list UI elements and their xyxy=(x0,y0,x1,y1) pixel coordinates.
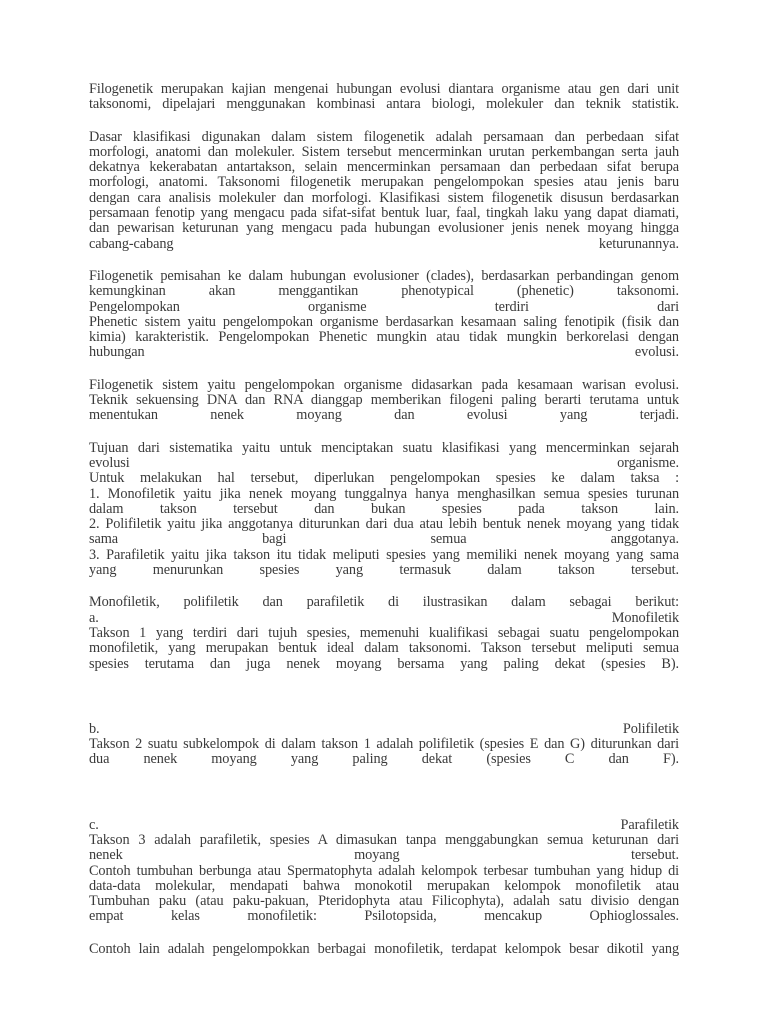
paragraph-filogenetik-sistem xyxy=(89,378,679,424)
text-line: data-data molekular, mendapati bahwa monokotil merupakan kelompok monofiletik atau xyxy=(89,877,679,894)
text-line: menentukan nenek moyang dan evolusi yang terjadi. xyxy=(89,407,679,424)
text-line: monofiletik, yang merupakan bentuk ideal dalam taksonomi. Takson tersebut meliputi semua xyxy=(89,640,679,657)
text-line: Dasar klasifikasi digunakan dalam sistem filogenetik adalah persamaan dan perbedaan sifat xyxy=(89,128,679,145)
text-line: 1. Monofiletik yaitu jika nenek moyang tunggalnya hanya menghasilkan semua spesies turunan xyxy=(89,485,679,502)
text-line: 2. Polifiletik yaitu jika anggotanya diturunkan dari dua atau lebih bentuk nenek moyang yang tidak xyxy=(89,516,679,533)
text-line: Untuk melakukan hal tersebut, diperlukan pengelompokan spesies ke dalam taksa : xyxy=(89,470,679,487)
text-line: Filogenetik sistem yaitu pengelompokan organisme didasarkan pada kesamaan warisan evolusi. xyxy=(89,376,679,393)
text-line: spesies terutama dan juga nenek moyang bersama yang paling dekat (spesies B). xyxy=(89,655,679,672)
text-line: Contoh tumbuhan berbunga atau Spermatophyta adalah kelompok terbesar tumbuhan yang hidup di xyxy=(89,862,679,879)
text-line: sama bagi semua anggotanya. xyxy=(89,531,679,548)
paragraph-contoh-lain xyxy=(89,942,679,957)
spacer xyxy=(89,785,679,818)
paragraph-parafiletik xyxy=(89,818,679,925)
text-line: kemungkinan akan menggantikan phenotypical (phenetic) taksonomi. xyxy=(89,283,679,300)
text-line: Phenetic sistem yaitu pengelompokan organisme berdasarkan kesamaan saling fenotipik (fisik dan xyxy=(89,313,679,330)
paragraph-tujuan-sistematika xyxy=(89,441,679,579)
text-line: Tumbuhan paku (atau paku-pakuan, Pteridophyta atau Filicophyta), adalah satu divisio dengan xyxy=(89,893,679,910)
paragraph-monofiletik xyxy=(89,595,679,671)
paragraph-dasar-klasifikasi xyxy=(89,130,679,252)
text-line: taksonomi, dipelajari menggunakan kombinasi antara biologi, molekuler dan teknik statistik. xyxy=(89,96,679,113)
text-line: dalam takson tersebut dan bukan spesies pada takson lain. xyxy=(89,500,679,517)
text-line: morfologi, anatomi. Taksonomi filogenetik merupakan pengelompokan spesies atau jenis baru xyxy=(89,174,679,191)
text-line: Tujuan dari sistematika yaitu untuk menciptakan suatu klasifikasi yang mencerminkan sejarah xyxy=(89,439,679,456)
text-line: Contoh lain adalah pengelompokkan berbagai monofiletik, terdapat kelompok besar dikotil yang xyxy=(89,940,679,957)
text-line: Takson 3 adalah parafiletik, spesies A dimasukan tanpa menggabungkan semua keturunan dari xyxy=(89,831,679,848)
text-line: dan pewarisan keturunan yang mengacu pada hubungan evolusioner jenis nenek moyang hingga xyxy=(89,220,679,237)
text-line: dua nenek moyang yang paling dekat (spesies C dan F). xyxy=(89,751,679,768)
text-line: Teknik sekuensing DNA dan RNA dianggap memberikan filogeni paling berarti terutama untuk xyxy=(89,392,679,409)
paragraph-filogenetik-definisi xyxy=(89,82,679,113)
text-line: Takson 1 yang terdiri dari tujuh spesies, memenuhi kualifikasi sebagai suatu pengelompokan xyxy=(89,624,679,641)
text-line: kimia) karakteristik. Pengelompokan Phenetic mungkin atau tidak mungkin berkorelasi dengan xyxy=(89,329,679,346)
text-line: Filogenetik pemisahan ke dalam hubungan evolusioner (clades), berdasarkan perbandingan genom xyxy=(89,267,679,284)
text-line: dengan cara analisis molekuler dan morfologi. Klasifikasi sistem filogenetik disusun berdasarkan xyxy=(89,189,679,206)
text-line: dekatnya kekerabatan antartakson, selain mencerminkan persamaan dan perbedaan sifat berupa xyxy=(89,159,679,176)
text-line: a. Monofiletik xyxy=(89,609,679,626)
text-line: Takson 2 suatu subkelompok di dalam takson 1 adalah polifiletik (spesies E dan G) diturunkan dari xyxy=(89,736,679,753)
text-line: morfologi, anatomi dan molekuler. Sistem tersebut mencerminkan urutan perkembangan serta jauh xyxy=(89,143,679,160)
text-line: hubungan evolusi. xyxy=(89,344,679,361)
text-line: cabang-cabang keturunannya. xyxy=(89,235,679,252)
text-line: nenek moyang tersebut. xyxy=(89,847,679,864)
text-line: persamaan fenotip yang mengacu pada sifat-sifat bentuk luar, faal, tingkah laku yang dapat diamati, xyxy=(89,205,679,222)
text-line: Filogenetik merupakan kajian mengenai hubungan evolusi diantara organisme atau gen dari unit xyxy=(89,81,679,97)
text-line: Monofiletik, polifiletik dan parafiletik di ilustrasikan dalam sebagai berikut: xyxy=(89,594,679,611)
text-line: yang menurunkan spesies yang termasuk dalam takson tersebut. xyxy=(89,562,679,579)
document-page xyxy=(89,82,679,974)
text-line: c. Parafiletik xyxy=(89,816,679,833)
paragraph-polifiletik xyxy=(89,722,679,768)
spacer xyxy=(89,689,679,722)
text-line: b. Polifiletik xyxy=(89,720,679,737)
text-line: empat kelas monofiletik: Psilotopsida, mencakup Ophioglossales. xyxy=(89,908,679,925)
text-line: evolusi organisme. xyxy=(89,454,679,471)
text-line: Pengelompokan organisme terdiri dari xyxy=(89,298,679,315)
text-line: 3. Parafiletik yaitu jika takson itu tidak meliputi spesies yang memiliki nenek moyang yang sama xyxy=(89,546,679,563)
paragraph-filogenetik-pemisahan xyxy=(89,269,679,361)
